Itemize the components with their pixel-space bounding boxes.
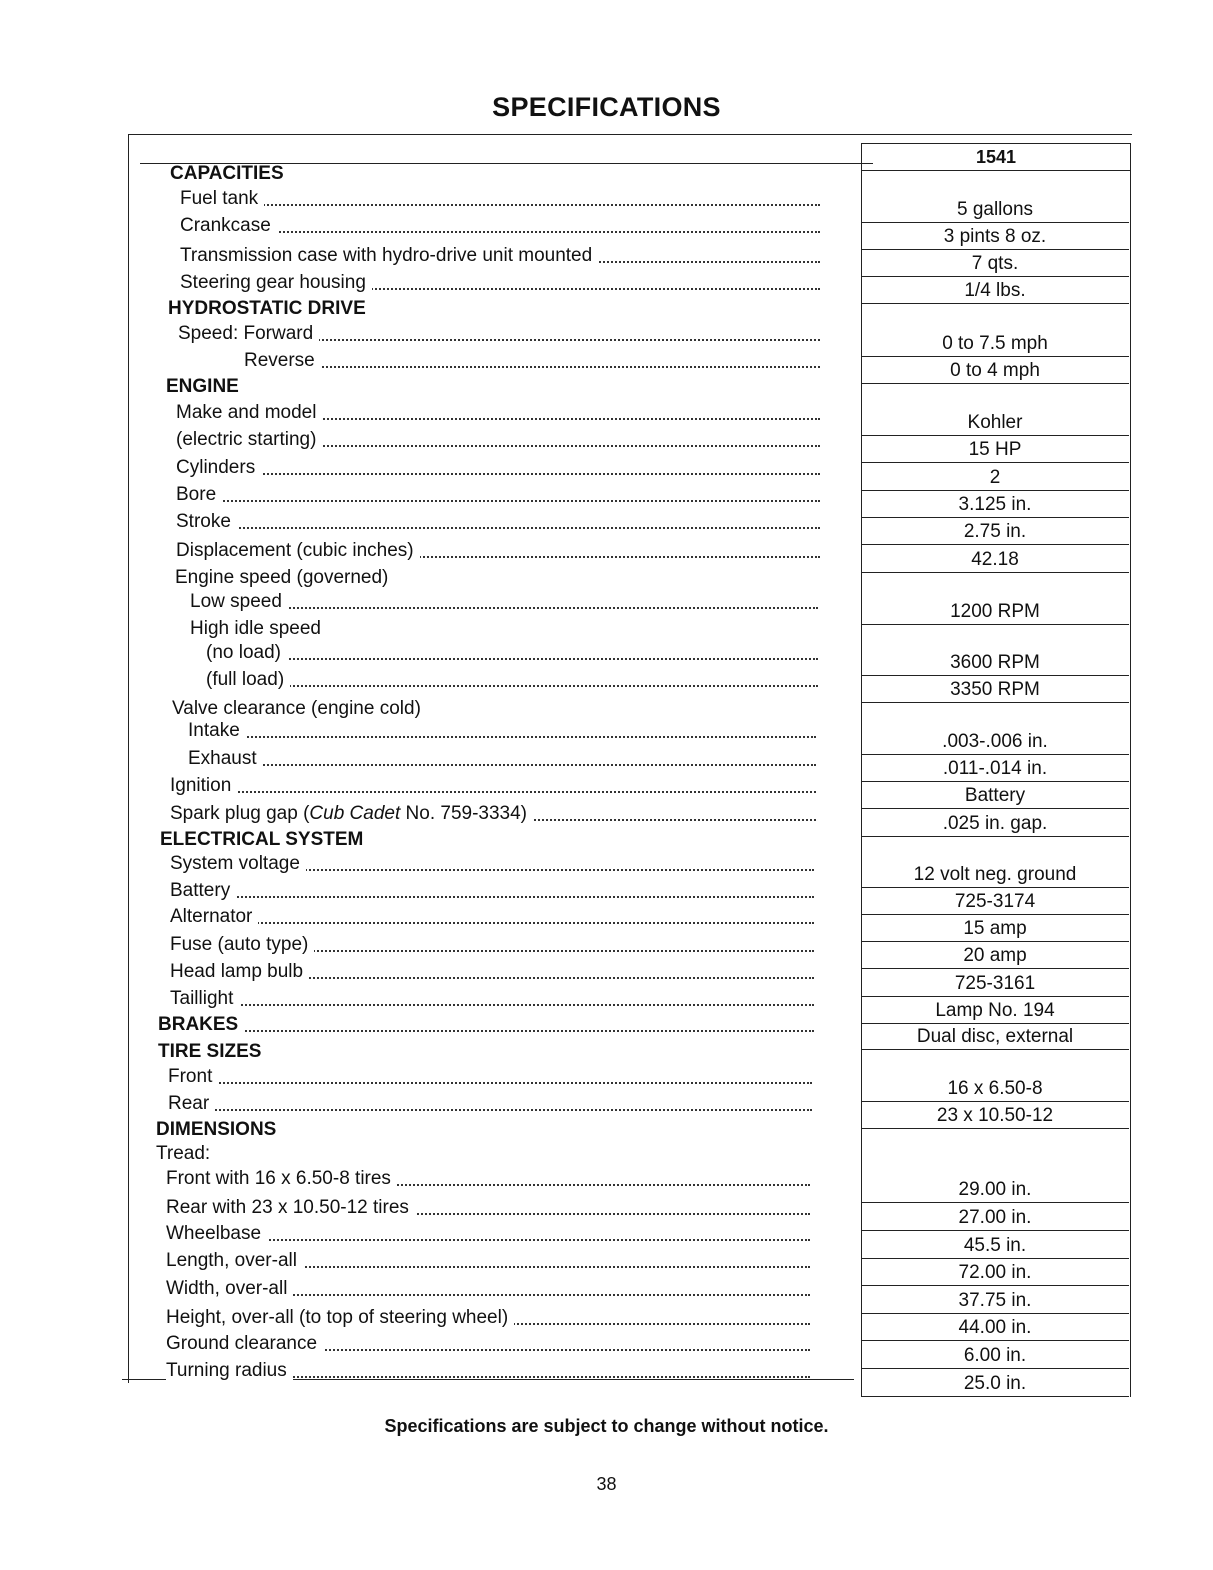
value-transmission: 7 qts. — [861, 250, 1129, 277]
value-front-tire: 16 x 6.50-8 — [861, 1075, 1129, 1102]
spec-row-battery: Battery — [170, 878, 814, 904]
spec-row-brakes: BRAKES — [158, 1012, 814, 1038]
spec-row-stroke: Stroke — [176, 509, 820, 535]
spec-row-fuse: Fuse (auto type) — [170, 932, 814, 958]
spec-row-front-tread: Front with 16 x 6.50-8 tires — [166, 1166, 810, 1192]
spec-row-turning-radius: Turning radius — [166, 1358, 810, 1384]
brand-name: Cub Cadet — [309, 803, 401, 824]
value-width: 37.75 in. — [861, 1287, 1129, 1314]
spec-row-wheelbase: Wheelbase — [166, 1221, 810, 1247]
spec-row-displacement: Displacement (cubic inches) — [176, 538, 820, 564]
value-bore: 3.125 in. — [861, 491, 1129, 518]
value-steering: 1/4 lbs. — [861, 277, 1129, 304]
spec-row-alternator: Alternator — [170, 904, 814, 930]
subhead-valve-clearance: Valve clearance (engine cold) — [172, 698, 421, 719]
value-ignition: Battery — [861, 782, 1129, 809]
section-electrical-system: ELECTRICAL SYSTEM — [160, 829, 364, 850]
spec-row-rear-tire: Rear — [168, 1091, 812, 1117]
section-dimensions: DIMENSIONS — [156, 1119, 277, 1140]
value-fuel-tank: 5 gallons — [861, 196, 1129, 223]
spec-row-intake: Intake — [188, 718, 816, 744]
spec-row-full-load: (full load) — [206, 667, 818, 693]
spec-row-height: Height, over-all (to top of steering wheel) — [166, 1305, 810, 1331]
value-voltage: 12 volt neg. ground — [861, 861, 1129, 888]
value-cylinders: 2 — [861, 464, 1129, 491]
subhead-engine-speed: Engine speed (governed) — [175, 567, 389, 588]
spec-row-cylinders: Cylinders — [176, 455, 820, 481]
section-tire-sizes: TIRE SIZES — [158, 1041, 262, 1062]
column-header-model: 1541 — [862, 143, 1130, 171]
value-alternator: 15 amp — [861, 915, 1129, 942]
spec-row-width: Width, over-all — [166, 1276, 810, 1302]
section-hydrostatic-drive: HYDROSTATIC DRIVE — [168, 298, 366, 319]
value-headlamp: 725-3161 — [861, 970, 1129, 997]
spec-row-make-model: Make and model — [176, 400, 820, 426]
value-crankcase: 3 pints 8 oz. — [861, 223, 1129, 250]
spec-row-ground-clearance: Ground clearance — [166, 1331, 810, 1357]
spec-row-steering: Steering gear housing — [180, 270, 820, 296]
value-stroke: 2.75 in. — [861, 518, 1129, 545]
spec-row-spark-plug-gap: Spark plug gap (Cub Cadet No. 759-3334) — [170, 801, 816, 827]
value-no-load: 3600 RPM — [861, 649, 1129, 676]
section-engine: ENGINE — [166, 376, 239, 397]
spec-row-exhaust: Exhaust — [188, 746, 816, 772]
page-number: 38 — [596, 1474, 617, 1494]
value-low-speed: 1200 RPM — [861, 598, 1129, 625]
page-title: SPECIFICATIONS — [492, 92, 721, 122]
spec-row-forward: Speed: Forward — [178, 321, 820, 347]
spec-row-front-tire: Front — [168, 1064, 812, 1090]
spec-row-reverse: Reverse — [178, 348, 820, 374]
value-ground: 6.00 in. — [861, 1342, 1129, 1369]
spec-row-crankcase: Crankcase — [180, 213, 820, 239]
spec-row-taillight: Taillight — [170, 986, 814, 1012]
value-length: 72.00 in. — [861, 1259, 1129, 1286]
spec-row-transmission: Transmission case with hydro-drive unit mounted — [180, 243, 820, 269]
spec-row-electric-starting: (electric starting) — [176, 427, 820, 453]
spec-row-low-speed: Low speed — [190, 589, 818, 615]
spec-row-bore: Bore — [176, 482, 820, 508]
subhead-high-idle: High idle speed — [190, 618, 321, 639]
footer-note: Specifications are subject to change without notice. — [384, 1416, 829, 1436]
value-taillight: Lamp No. 194 — [861, 997, 1129, 1024]
spec-row-no-load: (no load) — [206, 640, 818, 666]
value-make: Kohler — [861, 409, 1129, 436]
value-battery: 725-3174 — [861, 888, 1129, 915]
spec-row-ignition: Ignition — [170, 773, 816, 799]
value-brakes: Dual disc, external — [861, 1023, 1129, 1050]
spec-row-head-lamp-bulb: Head lamp bulb — [170, 959, 814, 985]
value-wheelbase: 45.5 in. — [861, 1232, 1129, 1259]
value-spark-gap: .025 in. gap. — [861, 810, 1129, 837]
value-forward: 0 to 7.5 mph — [861, 330, 1129, 357]
spec-row-system-voltage: System voltage — [170, 851, 814, 877]
value-front-tread: 29.00 in. — [861, 1176, 1129, 1203]
value-rear-tire: 23 x 10.50-12 — [861, 1102, 1129, 1129]
value-height: 44.00 in. — [861, 1314, 1129, 1341]
spec-row-length: Length, over-all — [166, 1248, 810, 1274]
value-electric: 15 HP — [861, 436, 1129, 463]
subhead-tread: Tread: — [156, 1143, 211, 1164]
section-capacities: CAPACITIES — [170, 163, 284, 184]
value-fuse: 20 amp — [861, 942, 1129, 969]
spec-row-rear-tread: Rear with 23 x 10.50-12 tires — [166, 1195, 810, 1221]
value-rear-tread: 27.00 in. — [861, 1204, 1129, 1231]
spec-row-fuel-tank: Fuel tank — [180, 186, 820, 212]
value-exhaust: .011-.014 in. — [861, 755, 1129, 782]
value-displacement: 42.18 — [861, 546, 1129, 573]
value-turning: 25.0 in. — [861, 1370, 1129, 1397]
value-intake: .003-.006 in. — [861, 728, 1129, 755]
value-reverse: 0 to 4 mph — [861, 357, 1129, 384]
value-full-load: 3350 RPM — [861, 676, 1129, 703]
